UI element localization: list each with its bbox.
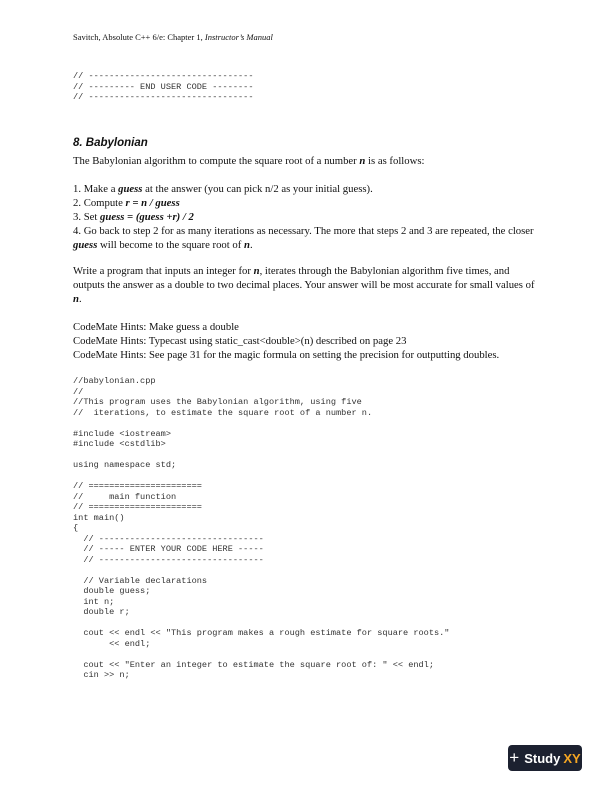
studyxy-logo[interactable]: + Study XY <box>508 745 582 771</box>
hint-3: CodeMate Hints: See page 31 for the magic formula on setting the precision for outputting doubles. <box>73 349 500 361</box>
code-block-end-user: // -------------------------------- // --------- END USER CODE -------- // -------------------------------- <box>73 71 254 102</box>
step-3: 3. Set guess = (guess +r) / 2 <box>73 211 194 223</box>
step-4: 4. Go back to step 2 for as many iterations as necessary. The more that steps 2 and 3 are repeated, the closer guess will become to the square root of n. <box>73 225 534 251</box>
task-paragraph: Write a program that inputs an integer for n, iterates through the Babylonian algorithm five times, and outputs the answer as a double to two decimal places. Your answer will be most accurate for small values of n. <box>73 265 535 305</box>
code-block-babylonian: //babylonian.cpp // //This program uses the Babylonian algorithm, using five // iterations, to estimate the square root of a number n. #include <iostream> #include <cstdlib> using namespace std; // ====================== // main function // ====================== int main() { // -------------------------------- // ----- ENTER YOUR CODE HERE ----- // -------------------------------- // Variable declarations double guess; int n; double r; cout << endl << "This program makes a rough estimate for square roots." << endl; cout << "Enter an integer to estimate the square root of: " << endl; cin >> n; <box>73 376 450 680</box>
step-1: 1. Make a guess at the answer (you can pick n/2 as your initial guess). <box>73 183 373 195</box>
codemate-hints <box>73 320 543 362</box>
section-title: 8. Babylonian <box>73 137 148 149</box>
page-header: Savitch, Absolute C++ 6/e: Chapter 1, Instructor’s Manual <box>73 32 273 42</box>
plus-icon: + <box>509 748 520 767</box>
hint-1: CodeMate Hints: Make guess a double <box>73 321 239 333</box>
intro-paragraph: The Babylonian algorithm to compute the square root of a number n is as follows: <box>73 155 425 167</box>
hint-2: CodeMate Hints: Typecast using static_cast<double>(n) described on page 23 <box>73 335 407 347</box>
steps-list <box>73 182 543 252</box>
step-2: 2. Compute r = n / guess <box>73 197 180 209</box>
